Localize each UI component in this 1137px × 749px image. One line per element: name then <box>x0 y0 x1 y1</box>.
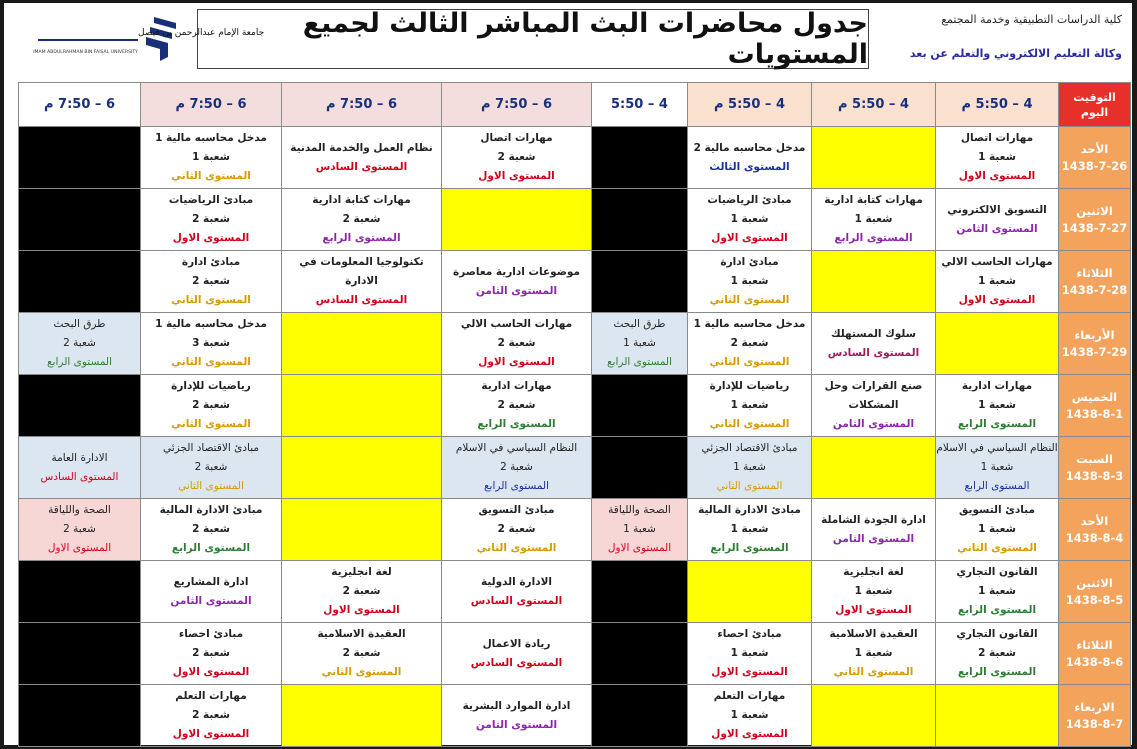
course-name: مهارات التعلم <box>713 690 786 702</box>
course-name: مبادئ ادارة <box>181 256 241 268</box>
course-section: شعبة 2 <box>497 523 536 535</box>
day-name: الأربعاء <box>1074 327 1115 342</box>
course-name: مدخل محاسبه مالية 1 <box>693 318 806 330</box>
course-name: رياضيات للإدارة <box>709 380 790 392</box>
course-level: المستوى الاول <box>958 294 1036 306</box>
course-section: شعبة 1 <box>192 151 230 163</box>
course-section: شعبة 1 <box>854 585 893 597</box>
slot-header: 4 – 5:50 م <box>936 83 1059 127</box>
course-cell <box>688 685 812 747</box>
empty-yellow-cell <box>282 313 442 375</box>
course-name: ريادة الاعمال <box>482 637 551 650</box>
course-cell <box>936 375 1059 437</box>
course-cell <box>688 375 812 437</box>
course-name: العقيدة الاسلامية <box>829 628 918 640</box>
university-logo-icon <box>33 9 265 69</box>
table-row <box>19 685 1131 747</box>
course-level: المستوى الرابع <box>477 418 556 430</box>
schedule-sheet <box>4 3 1132 745</box>
course-name: مبادئ الادارة المالية <box>159 504 263 516</box>
day-cell <box>1059 499 1131 561</box>
course-level: المستوى السادس <box>315 160 408 173</box>
empty-yellow-cell <box>282 437 442 499</box>
course-name: مهارات الحاسب الالي <box>941 256 1053 268</box>
course-cell <box>688 251 812 313</box>
course-level: المستوى الاول <box>172 666 250 678</box>
table-row <box>19 623 1131 685</box>
course-section: شعبة 1 <box>978 523 1016 535</box>
course-section: شعبة 1 <box>978 585 1016 597</box>
course-cell <box>19 437 141 499</box>
course-cell <box>812 499 936 561</box>
day-cell <box>1059 685 1131 747</box>
header <box>4 3 1132 75</box>
empty-yellow-cell <box>812 251 936 313</box>
course-level: المستوى الثاني <box>171 356 251 368</box>
blocked-cell <box>19 251 141 313</box>
course-cell <box>442 375 592 437</box>
course-cell <box>141 623 282 685</box>
course-level: المستوى السادس <box>470 594 563 607</box>
course-cell <box>141 499 282 561</box>
course-level: المستوى الثاني <box>171 418 251 430</box>
logo-text-ar: جامعة الإمام عبدالرحمن بن فيصل <box>138 28 265 38</box>
course-section: شعبة 1 <box>730 647 769 659</box>
course-name: النظام السياسي في الاسلام شعبة 1 <box>936 442 1058 473</box>
course-section: شعبة 2 <box>192 709 230 721</box>
course-section: شعبة 2 <box>500 461 533 473</box>
course-cell <box>141 561 282 623</box>
course-cell <box>688 437 812 499</box>
course-cell <box>688 313 812 375</box>
course-level: المستوى السادس <box>470 656 563 669</box>
course-name: مدخل محاسبه مالية 1 <box>155 132 267 144</box>
course-cell <box>282 251 442 313</box>
course-level: المستوى الثاني <box>709 294 790 306</box>
corner-time-label: التوقيت <box>1073 90 1116 104</box>
course-level: المستوى الرابع <box>171 542 251 554</box>
course-section: شعبة 2 <box>342 213 381 225</box>
empty-yellow-cell <box>282 375 442 437</box>
course-level: المستوى الاول <box>835 604 912 616</box>
course-cell <box>19 313 141 375</box>
course-name: مبادئ التسويق <box>959 504 1035 516</box>
course-name: ادارة الموارد البشرية <box>462 699 571 712</box>
course-section: شعبة 1 <box>854 213 893 225</box>
course-name: مهارات الحاسب الالي <box>460 318 573 330</box>
day-name: الخميس <box>1071 389 1118 404</box>
day-cell <box>1059 437 1131 499</box>
course-name: مبادئ ادارة <box>720 256 779 268</box>
course-name: لغة انجليزية <box>331 566 392 578</box>
course-level: المستوى الثاني <box>833 666 914 678</box>
course-name: مبادئ احصاء <box>178 628 244 640</box>
empty-yellow-cell <box>282 499 442 561</box>
day-date: 1438-7-27 <box>1061 220 1128 235</box>
blocked-cell <box>592 251 688 313</box>
course-cell <box>936 189 1059 251</box>
day-name: الثلاثاء <box>1076 637 1113 652</box>
day-date: 1438-8-6 <box>1065 654 1124 669</box>
deanship-name: وكالة التعليم الالكتروني والتعلم عن بعد <box>909 47 1122 60</box>
course-cell <box>812 561 936 623</box>
course-section: شعبة 2 <box>192 399 230 411</box>
course-cell <box>141 251 282 313</box>
empty-yellow-cell <box>812 437 936 499</box>
course-cell <box>936 437 1059 499</box>
course-cell <box>442 685 592 747</box>
slot-header: 4 – 5:50 <box>592 83 688 127</box>
schedule-table <box>18 82 1131 747</box>
course-name: ادارة الجودة الشاملة <box>821 513 926 526</box>
course-cell <box>812 189 936 251</box>
course-section: شعبة 1 <box>978 151 1016 163</box>
course-level: المستوى الرابع <box>957 666 1037 678</box>
course-section: شعبة 2 <box>497 399 536 411</box>
university-logo <box>33 9 265 69</box>
table-row <box>19 313 1131 375</box>
course-level: المستوى الرابع <box>957 604 1037 616</box>
empty-yellow-cell <box>936 313 1059 375</box>
course-level: المستوى الاول <box>711 232 788 244</box>
day-date: 1438-7-28 <box>1061 282 1128 297</box>
day-cell <box>1059 561 1131 623</box>
course-level: المستوى الثاني <box>171 170 251 182</box>
day-name: الأحد <box>1080 513 1109 528</box>
empty-yellow-cell <box>442 189 592 251</box>
course-level: المستوى الثامن <box>832 418 915 430</box>
day-date: 1438-7-29 <box>1061 344 1128 359</box>
title-box <box>197 9 869 69</box>
course-name: مبادئ الاقتصاد الجزئي <box>701 442 798 454</box>
course-level: المستوى الاول <box>607 542 672 554</box>
blocked-cell <box>592 189 688 251</box>
course-name: طرق البحث <box>613 318 666 330</box>
course-section: شعبة 2 <box>192 275 230 287</box>
day-cell <box>1059 313 1131 375</box>
course-name: رياضيات للإدارة <box>171 380 251 392</box>
course-level: المستوى الرابع <box>957 418 1037 430</box>
course-level: المستوى الاول <box>958 170 1036 182</box>
slot-header: 4 – 5:50 م <box>688 83 812 127</box>
course-name: مدخل محاسبه مالية 2 <box>693 141 806 154</box>
course-section: شعبة 2 <box>63 337 96 349</box>
course-level: المستوى الثامن <box>475 718 558 731</box>
slot-header: 6 – 7:50 م <box>442 83 592 127</box>
corner-day-label: اليوم <box>1080 105 1109 119</box>
course-name: القانون التجاري <box>956 628 1038 640</box>
course-level: المستوى الثامن <box>475 284 558 297</box>
course-section: شعبة 2 <box>497 151 536 163</box>
course-name: طرق البحث <box>53 318 106 330</box>
course-level: المستوى الثالث <box>709 160 790 173</box>
day-cell <box>1059 189 1131 251</box>
course-section: شعبة 2 <box>497 337 536 349</box>
course-name: مهارات اتصال <box>480 132 553 144</box>
blocked-cell <box>592 685 688 747</box>
course-cell <box>141 127 282 189</box>
course-name: موضوعات ادارية معاصرة <box>453 265 580 278</box>
day-cell <box>1059 251 1131 313</box>
course-name: تكنولوجيا المعلومات في الادارة <box>299 256 424 287</box>
course-level: المستوى الرابع <box>46 356 113 368</box>
day-name: الأحد <box>1080 141 1109 156</box>
course-section: شعبة 1 <box>978 399 1016 411</box>
blocked-cell <box>19 189 141 251</box>
course-level: المستوى الرابع <box>710 542 789 554</box>
course-level: المستوى الاول <box>711 666 788 678</box>
course-level: المستوى الثامن <box>170 594 252 607</box>
empty-yellow-cell <box>812 685 936 747</box>
course-section: شعبة 2 <box>192 213 230 225</box>
course-level: المستوى الرابع <box>483 480 550 492</box>
course-section: شعبة 1 <box>730 213 769 225</box>
course-name: مهارات ادارية <box>481 380 552 392</box>
course-level: المستوى الرابع <box>322 232 401 244</box>
course-section: شعبة 1 <box>730 399 769 411</box>
course-level: المستوى الثاني <box>178 480 244 492</box>
blocked-cell <box>19 561 141 623</box>
course-cell <box>936 623 1059 685</box>
course-level: المستوى الثاني <box>709 418 790 430</box>
course-cell <box>688 189 812 251</box>
course-name: مبادئ احصاء <box>717 628 782 640</box>
blocked-cell <box>592 623 688 685</box>
page-title: جدول محاضرات البث المباشر الثالث لجميع المستويات <box>302 8 868 70</box>
day-cell <box>1059 375 1131 437</box>
day-cell <box>1059 127 1131 189</box>
course-name: نظام العمل والخدمة المدنية <box>290 141 433 154</box>
course-name: الصحة واللياقة <box>48 504 111 516</box>
course-cell <box>592 499 688 561</box>
course-cell <box>936 561 1059 623</box>
course-section: شعبة 2 <box>192 647 230 659</box>
course-name: التسويق الالكتروني <box>947 203 1047 216</box>
course-level: المستوى الاول <box>711 728 788 740</box>
course-name: مدخل محاسبه مالية 1 <box>155 318 267 330</box>
course-name: مهارات التعلم <box>175 690 247 702</box>
course-cell <box>282 127 442 189</box>
course-name: سلوك المستهلك <box>830 327 917 340</box>
slot-header: 6 – 7:50 م <box>282 83 442 127</box>
course-cell <box>812 375 936 437</box>
course-name: القانون التجاري <box>956 566 1038 578</box>
day-name: الاثنين <box>1076 575 1113 590</box>
course-cell <box>141 375 282 437</box>
course-level: المستوى الثاني <box>709 356 790 368</box>
course-section: شعبة 1 <box>978 275 1016 287</box>
day-cell <box>1059 623 1131 685</box>
course-name: مبادئ الادارة المالية <box>698 504 801 516</box>
slot-header: 4 – 5:50 م <box>812 83 936 127</box>
corner-cell <box>1059 83 1131 127</box>
course-level: المستوى الاول <box>47 542 112 554</box>
blocked-cell <box>592 127 688 189</box>
course-name: مهارات كتابة ادارية <box>312 194 411 206</box>
course-level: المستوى الثاني <box>716 480 783 492</box>
course-cell <box>688 499 812 561</box>
course-level: المستوى الاول <box>172 232 250 244</box>
schedule-body <box>19 127 1131 747</box>
slot-header: 6 – 7:50 م <box>19 83 141 127</box>
course-level: المستوى الاول <box>172 728 250 740</box>
course-section: شعبة 1 <box>623 337 656 349</box>
course-name: الصحة واللياقة <box>608 504 671 516</box>
course-cell <box>936 251 1059 313</box>
course-cell <box>442 251 592 313</box>
course-level: المستوى الثاني <box>171 294 251 306</box>
course-name: مبادئ الرياضيات <box>707 194 792 206</box>
course-cell <box>141 437 282 499</box>
course-section: شعبة 1 <box>730 709 769 721</box>
empty-yellow-cell <box>812 127 936 189</box>
course-level: المستوى السادس <box>827 346 920 359</box>
course-level: المستوى الاول <box>478 356 555 368</box>
course-cell <box>282 189 442 251</box>
course-cell <box>141 685 282 747</box>
course-section: شعبة 2 <box>978 647 1016 659</box>
course-cell <box>936 127 1059 189</box>
course-cell <box>442 623 592 685</box>
header-row <box>19 83 1131 127</box>
course-cell <box>688 623 812 685</box>
table-row <box>19 127 1131 189</box>
course-name: مبادئ التسويق <box>478 504 555 516</box>
course-name: الادارة الدولية <box>480 575 553 588</box>
college-name: كلية الدراسات التطبيقية وخدمة المجتمع <box>941 13 1122 26</box>
course-cell <box>282 623 442 685</box>
course-section: شعبة 1 <box>854 647 893 659</box>
day-name: الاثنين <box>1076 203 1113 218</box>
course-level: المستوى الثامن <box>956 222 1038 235</box>
course-level: المستوى الثامن <box>832 532 915 545</box>
logo-text-en: IMAM ABDULRAHMAN BIN FAISAL UNIVERSITY <box>33 50 138 55</box>
course-name: العقيدة الاسلامية <box>317 628 406 640</box>
course-cell <box>141 189 282 251</box>
course-cell <box>592 313 688 375</box>
empty-yellow-cell <box>688 561 812 623</box>
course-name: لغة انجليزية <box>843 566 904 578</box>
course-name: مهارات اتصال <box>960 132 1034 144</box>
blocked-cell <box>19 375 141 437</box>
course-cell <box>442 561 592 623</box>
course-name: ادارة المشاريع <box>173 575 249 588</box>
course-name: مبادئ الرياضيات <box>168 194 254 206</box>
course-cell <box>812 313 936 375</box>
course-level: المستوى الاول <box>478 170 555 182</box>
blocked-cell <box>592 561 688 623</box>
table-row <box>19 561 1131 623</box>
course-section: شعبة 3 <box>192 337 230 349</box>
empty-yellow-cell <box>936 685 1059 747</box>
course-cell <box>442 313 592 375</box>
course-name: النظام السياسي في الاسلام <box>455 442 578 454</box>
blocked-cell <box>19 685 141 747</box>
course-level: المستوى السادس <box>40 470 119 483</box>
course-level: المستوى الرابع <box>606 356 673 368</box>
course-level: المستوى الاول <box>323 604 400 616</box>
course-level: المستوى الرابع <box>964 480 1030 492</box>
course-name: مهارات ادارية <box>961 380 1033 392</box>
course-name: مهارات كتابة ادارية <box>824 194 923 206</box>
course-cell <box>141 313 282 375</box>
blocked-cell <box>592 437 688 499</box>
course-section: شعبة 1 <box>730 523 769 535</box>
slot-header: 6 – 7:50 م <box>141 83 282 127</box>
empty-yellow-cell <box>282 685 442 747</box>
course-name: مبادئ الاقتصاد الجزئي <box>163 442 259 454</box>
course-level: المستوى الثاني <box>321 666 402 678</box>
table-row <box>19 499 1131 561</box>
blocked-cell <box>592 375 688 437</box>
course-level: المستوى السادس <box>315 294 408 306</box>
course-cell <box>936 499 1059 561</box>
course-cell <box>282 561 442 623</box>
course-section: شعبة 2 <box>63 523 96 535</box>
course-section: شعبة 1 <box>623 523 656 535</box>
course-level: المستوى الثاني <box>957 542 1037 554</box>
course-section: شعبة 2 <box>192 523 230 535</box>
course-section: شعبة 2 <box>342 647 381 659</box>
course-cell <box>812 623 936 685</box>
day-date: 1438-8-5 <box>1065 592 1124 607</box>
table-row <box>19 189 1131 251</box>
course-level: المستوى الرابع <box>834 232 913 244</box>
day-date: 1438-8-7 <box>1065 716 1124 731</box>
course-section: شعبة 2 <box>194 461 228 473</box>
day-date: 1438-8-4 <box>1065 530 1124 545</box>
course-cell <box>442 127 592 189</box>
course-name: الادارة العامة <box>51 451 108 464</box>
course-cell <box>442 437 592 499</box>
day-date: 1438-8-1 <box>1065 406 1124 421</box>
table-row <box>19 437 1131 499</box>
course-cell <box>442 499 592 561</box>
blocked-cell <box>19 127 141 189</box>
course-section: شعبة 2 <box>342 585 381 597</box>
blocked-cell <box>19 623 141 685</box>
course-section: شعبة 1 <box>730 275 769 287</box>
day-date: 1438-8-3 <box>1065 468 1124 483</box>
table-row <box>19 251 1131 313</box>
course-cell <box>688 127 812 189</box>
day-name: الاربعاء <box>1074 699 1115 714</box>
course-section: شعبة 2 <box>730 337 769 349</box>
course-level: المستوى الثاني <box>476 542 557 554</box>
day-name: الثلاثاء <box>1076 265 1113 280</box>
table-row <box>19 375 1131 437</box>
day-date: 1438-7-26 <box>1061 158 1128 173</box>
course-name: صنع القرارات وحل المشكلات <box>824 380 923 411</box>
course-cell <box>19 499 141 561</box>
day-name: السبت <box>1076 451 1113 466</box>
course-section: شعبة 1 <box>733 461 766 473</box>
